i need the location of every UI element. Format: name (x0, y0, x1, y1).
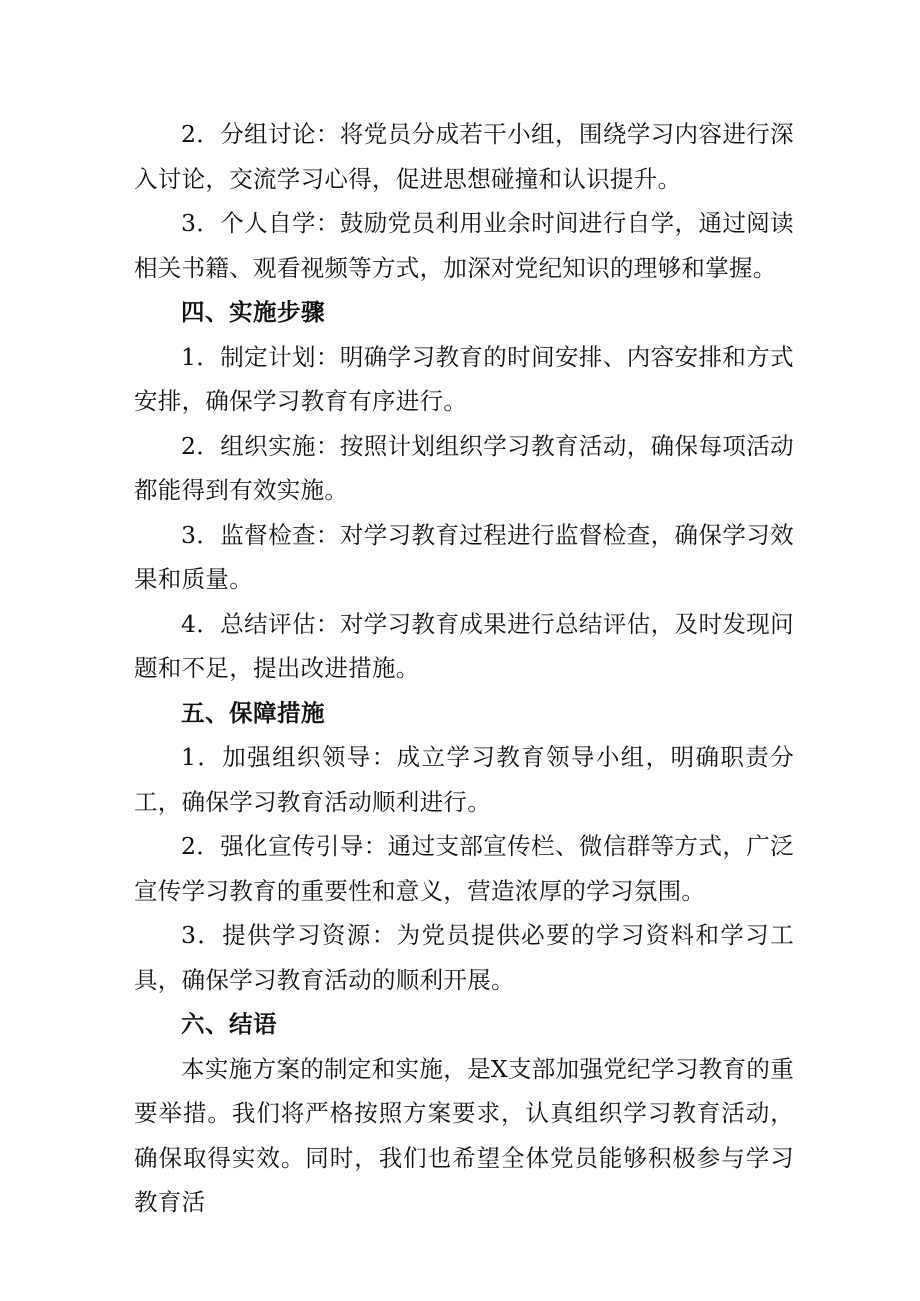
paragraph-supervision-inspection: 3．监督检查：对学习教育过程进行监督检查，确保学习效果和质量。 (134, 520, 794, 593)
paragraph-learning-resources: 3．提供学习资源：为党员提供必要的学习资料和学习工具，确保学习教育活动的顺利开展。 (134, 921, 794, 994)
section-heading-safeguard-measures: 五、保障措施 (181, 698, 325, 727)
section-heading-implementation-steps: 四、实施步骤 (181, 298, 325, 326)
paragraph-strengthen-leadership: 1．加强组织领导：成立学习教育领导小组，明确职责分工，确保学习教育活动顺利进行。 (134, 743, 794, 816)
paragraph-publicity-guidance: 2．强化宣传引导：通过支部宣传栏、微信群等方式，广泛宣传学习教育的重要性和意义，营造浓厚的学习氛围。 (134, 832, 794, 905)
paragraph-self-study: 3．个人自学：鼓励党员利用业余时间进行自学，通过阅读相关书籍、观看视频等方式，加深对党纪知识的理够和掌握。 (134, 209, 794, 282)
paragraph-make-plan: 1．制定计划：明确学习教育的时间安排、内容安排和方式安排，确保学习教育有序进行。 (134, 342, 794, 415)
paragraph-group-discussion: 2．分组讨论：将党员分成若干小组，围绕学习内容进行深入讨论，交流学习心得，促进思想碰撞和认识提升。 (134, 120, 794, 193)
paragraph-conclusion: 本实施方案的制定和实施，是X支部加强党纪学习教育的重要举措。我们将严格按照方案要求，认真组织学习教育活动，确保取得实效。同时，我们也希望全体党员能够积极参与学习教育活 (134, 1054, 794, 1216)
paragraph-organize-implementation: 2．组织实施：按照计划组织学习教育活动，确保每项活动都能得到有效实施。 (134, 431, 794, 504)
document-body (134, 112, 794, 1225)
section-heading-conclusion: 六、结语 (181, 1010, 277, 1038)
paragraph-summary-evaluation: 4．总结评估：对学习教育成果进行总结评估，及时发现问题和不足，提出改进措施。 (134, 609, 794, 682)
